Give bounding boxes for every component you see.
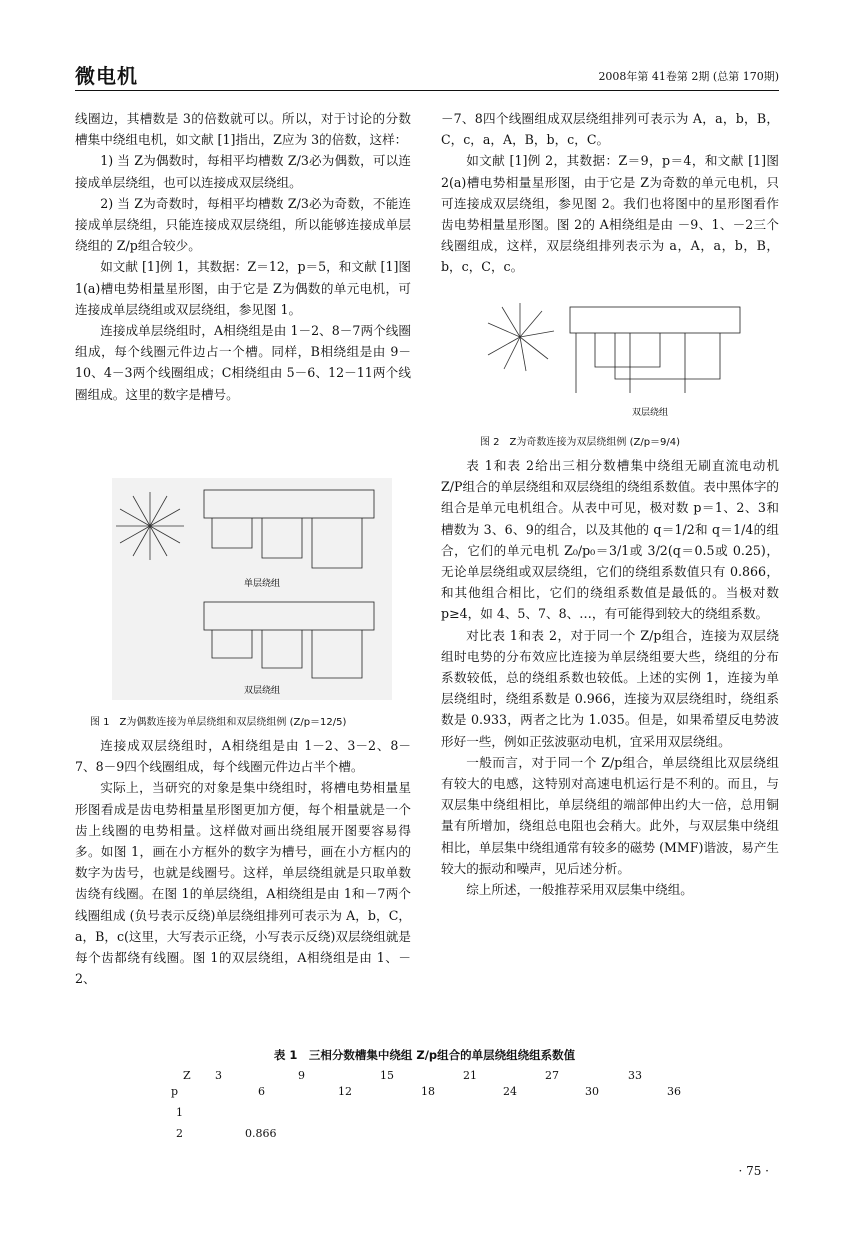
paragraph: 连接成双层绕组时，A相绕组是由 1－2、3－2、8－7、8－9四个线圈组成，每个线圈元件边占半个槽。 <box>75 738 411 775</box>
z-value: 27 <box>545 1069 559 1082</box>
journal-name: 微电机 <box>75 64 138 88</box>
figure-1-caption: 图 1 Z为偶数连接为单层绕组和双层绕组例 (Z/p＝12/5) <box>90 717 347 728</box>
tooth-row <box>570 307 740 333</box>
row-p: 1 <box>176 1106 183 1119</box>
paragraph: －7、8四个线圈组成双层绕组排列可表示为 A，a，b，B，C，c，a，A，B，b，c，C。 <box>441 111 779 148</box>
paragraph: 一般而言，对于同一个 Z/p组合，单层绕组比双层绕组有较大的电感，这特别对高速电机运行是不利的。而且，与双层集中绕组相比，单层绕组的端部伸出约大一倍，总用铜量有所增加，绕组总电阻也会稍大。此外，与双层集中绕组相比，单层集中绕组通常有较多的磁势 (MMF)谐波，易产生较大的振动和噪声，见后述分析。 <box>441 754 780 876</box>
z-value: 9 <box>298 1069 305 1082</box>
slot-row <box>204 490 374 630</box>
page-number: · 75 · <box>738 1164 769 1178</box>
row-p: 2 <box>176 1127 183 1140</box>
row-value: 0.866 <box>245 1127 277 1140</box>
paragraph: 2) 当 Z为奇数时，每相平均槽数 Z/3必为奇数，不能连接成单层绕组，只能连接成双层绕组，所以能够连接成单层绕组的 Z/p组合较少。 <box>75 195 411 254</box>
paragraph: 1) 当 Z为偶数时，每相平均槽数 Z/3必为偶数，可以连接成单层绕组，也可以连接成双层绕组。 <box>75 153 411 190</box>
figure-2-caption: 图 2 Z为奇数连接为双层绕组例 (Z/p＝9/4) <box>480 437 681 448</box>
z-value: 3 <box>215 1069 222 1082</box>
table-1-title: 表 1 三相分数槽集中绕组 Z/p组合的单层绕组绕组系数值 <box>273 1048 576 1062</box>
z-header: Z <box>183 1069 191 1082</box>
figure-2 <box>480 297 760 417</box>
z-value: 15 <box>380 1069 394 1082</box>
paragraph: 如文献 [1]例 2，其数据：Z＝9，p＝4，和文献 [1]图 2(a)槽电势相量星形图，由于它是 Z为奇数的单元电机，只可连接成双层绕组，参见图 2。我们也将图中的星形图看作齿电势相量星形图。图 2的 A相绕组是由 －9、1、－2三个线圈组成，这样，双层绕组排列表示为 a，A，a，b，B，b，c，C，c。 <box>441 153 779 275</box>
p-value: 24 <box>503 1085 517 1098</box>
right-column-top <box>441 108 779 278</box>
double-layer-label: 双层绕组 <box>631 408 669 417</box>
winding-lines <box>212 518 362 678</box>
p-header: p <box>171 1085 179 1098</box>
paragraph: 实际上，当研究的对象是集中绕组时，将槽电势相量星形图看成是齿电势相量星形图更加方便，每个相量就是一个齿上线圈的电势相量。这样做对画出绕组展开图要容易得多。如图 1，画在小方框外的数字为槽号，画在小方框内的数字为齿号，也就是线圈号。这样，单层绕组就是只取单数齿绕有线圈。在图 1的单层绕组，A相绕组是由 1和－7两个线圈组成 (负号表示反绕)单层绕组排列可表示为 A，b，C，a，B，c(这里，大写表示正绕，小写表示反绕)双层绕组就是每个齿都绕有线圈。图 1的双层绕组，A相绕组是由 1、－2、 <box>75 780 411 987</box>
paragraph: 综上所述，一般推荐采用双层集中绕组。 <box>466 882 693 898</box>
double-layer-label: 双层绕组 <box>243 686 281 696</box>
phasor-star <box>116 492 184 560</box>
figure-1 <box>112 478 392 700</box>
p-value: 36 <box>667 1085 681 1098</box>
right-column-bottom <box>441 455 779 900</box>
p-value: 30 <box>585 1085 599 1098</box>
left-column-bottom <box>75 735 411 989</box>
issue-info: 2008年第 41卷第 2期 (总第 170期) <box>598 70 779 83</box>
p-value: 6 <box>258 1085 265 1098</box>
paragraph: 连接成单层绕组时，A相绕组是由 1－2、8－7两个线圈组成，每个线圈元件边占一个槽。同样，B相绕组是由 9－10、4－3两个线圈组成；C相绕组由 5－6、12－11两个线圈组成。这里的数字是槽号。 <box>75 323 411 402</box>
winding-lines-2 <box>576 333 720 393</box>
paragraph: 表 1和表 2给出三相分数槽集中绕组无刷直流电动机 Z/P组合的单层绕组和双层绕组的绕组系数值。表中黑体字的组合是单元电机组合。从表中可见，极对数 p＝1、2、3和槽数为 3、6、9的组合，以及其他的 q＝1/2和 q＝1/4的组合，它们的单元电机 Z₀/p₀＝3/1或 3/2(q＝0.5或 0.25)，无论单层绕组或双层绕组，它们的绕组系数值只有 0.866，和其他组合相比，它们的绕组系数值是最低的。当极对数 p≥4，如 4、5、7、8、…，有可能得到较大的绕组系数。 <box>441 458 779 622</box>
single-layer-label: 单层绕组 <box>243 579 281 589</box>
phasor-star-2 <box>488 303 554 371</box>
p-value: 18 <box>421 1085 435 1098</box>
paragraph: 对比表 1和表 2，对于同一个 Z/p组合，连接为双层绕组时电势的分布效应比连接为单层绕组要大些，绕组的分布系数较低，总的绕组系数也较低。上述的实例 1，连接为单层绕组时，绕组系数是 0.966，连接为双层绕组时，绕组系数是 0.933，两者之比为 1.035。但是，如果希望反电势波形好一些，例如正弦波驱动电机，宜采用双层绕组。 <box>441 627 779 749</box>
paragraph: 如文献 [1]例 1，其数据：Z＝12，p＝5，和文献 [1]图 1(a)槽电势相量星形图，由于它是 Z为偶数的单元电机，可连接成单层绕组或双层绕组，参见图 1。 <box>75 259 411 317</box>
paragraph: 线圈边，其槽数是 3的倍数就可以。所以，对于讨论的分数槽集中绕组电机，如文献 [1]指出，Z应为 3的倍数，这样： <box>75 111 411 148</box>
z-value: 21 <box>463 1069 477 1082</box>
z-value: 33 <box>628 1069 642 1082</box>
p-value: 12 <box>338 1085 352 1098</box>
header-rule <box>75 90 779 91</box>
left-column-top <box>75 108 411 405</box>
